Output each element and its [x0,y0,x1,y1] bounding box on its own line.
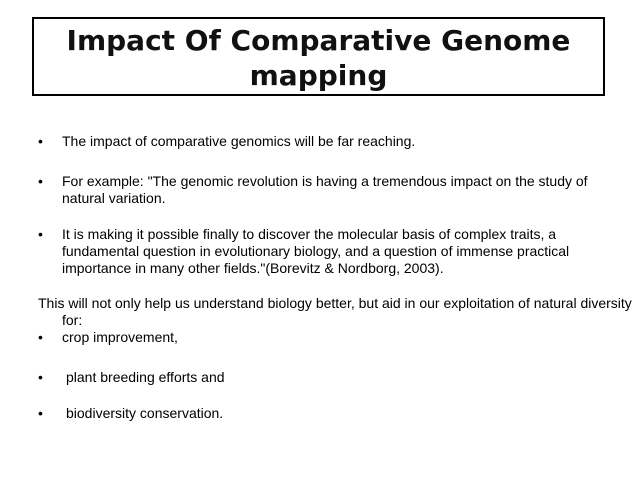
bullet-dot: • [38,405,43,421]
body-paragraph: This will not only help us understand biology better, but aid in our exploitation of natural diversity for: [38,295,632,328]
sub-bullet-item [38,405,223,422]
bullet-dot: • [38,329,43,345]
bullet-text: The impact of comparative genomics will be far reaching. [62,133,416,149]
slide-title: Impact Of Comparative Genome mapping [66,23,571,92]
bullet-item [38,173,632,207]
bullet-dot: • [38,133,43,149]
sub-bullet-text: plant breeding efforts and [66,369,225,385]
sub-bullet-item [38,369,225,386]
title-box [32,17,605,96]
bullet-dot: • [38,173,43,189]
bullet-dot: • [38,226,43,242]
bullet-dot: • [38,369,43,385]
bullet-item [38,133,415,150]
sub-bullet-text: biodiversity conservation. [66,405,224,421]
sub-bullet-item [38,329,178,346]
bullet-item [38,226,632,277]
bullet-text: For example: "The genomic revolution is having a tremendous impact on the study of natural variation. [62,173,588,206]
sub-bullet-text: crop improvement, [62,329,178,345]
bullet-text: It is making it possible finally to discover the molecular basis of complex traits, a fundamental question in evolutionary biology, and a question of immense practical importance in many other fields."(Borevitz & Nordborg, 2003). [62,226,570,276]
